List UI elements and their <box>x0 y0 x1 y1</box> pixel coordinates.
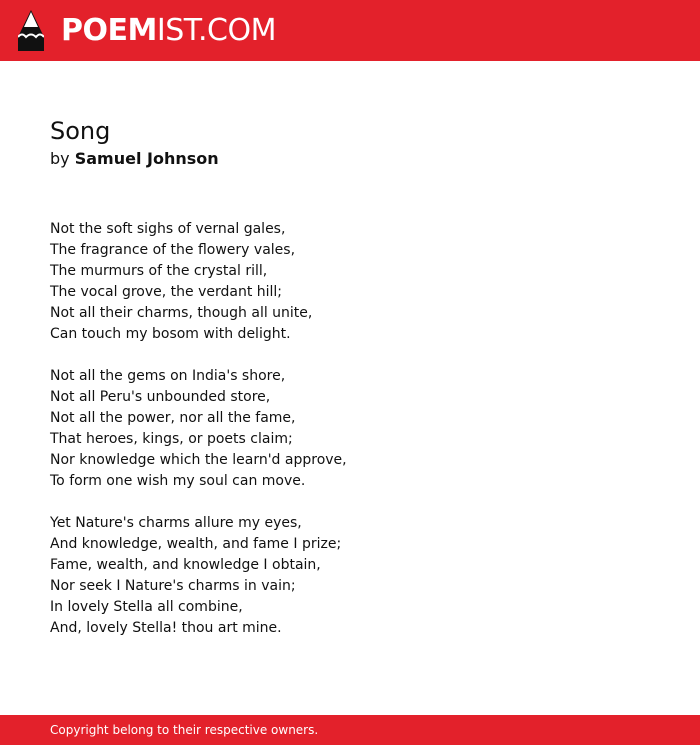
site-logo[interactable] <box>61 13 276 49</box>
author-name: Samuel Johnson <box>74 149 219 168</box>
site-header <box>0 0 700 61</box>
poem-line: And knowledge, wealth, and fame I prize; <box>50 536 342 552</box>
poem-line: The vocal grove, the verdant hill; <box>50 284 283 300</box>
by-label: by <box>50 149 70 168</box>
poem-line: The murmurs of the crystal rill, <box>50 263 268 279</box>
pencil-tip-icon[interactable] <box>18 10 44 51</box>
poem-line: Not the soft sighs of vernal gales, <box>50 221 286 237</box>
poem-line: The fragrance of the flowery vales, <box>50 242 296 258</box>
poem-line: Not all the power, nor all the fame, <box>50 410 296 426</box>
stanza <box>50 219 650 345</box>
poem-line: That heroes, kings, or poets claim; <box>50 431 293 447</box>
poem-line: Nor knowledge which the learn'd approve, <box>50 452 347 468</box>
logo-text-light: IST.COM <box>156 13 276 48</box>
poem-byline <box>50 148 219 170</box>
poem-title: Song <box>50 117 111 145</box>
stanza <box>50 513 650 639</box>
poem-line: In lovely Stella all combine, <box>50 599 243 615</box>
site-footer <box>0 715 700 745</box>
logo-text-bold: POEM <box>61 13 157 48</box>
poem-line: Fame, wealth, and knowledge I obtain, <box>50 557 321 573</box>
poem-line: Nor seek I Nature's charms in vain; <box>50 578 296 594</box>
stanza <box>50 366 650 492</box>
poem-line: Not all the gems on India's shore, <box>50 368 286 384</box>
poem-body <box>50 219 650 660</box>
poem-line: And, lovely Stella! thou art mine. <box>50 620 282 636</box>
copyright-text: Copyright belong to their respective owners. <box>50 723 319 737</box>
poem-line: Can touch my bosom with delight. <box>50 326 291 342</box>
poem-line: Yet Nature's charms allure my eyes, <box>50 515 302 531</box>
poem-line: Not all Peru's unbounded store, <box>50 389 271 405</box>
poem-line: To form one wish my soul can move. <box>50 473 306 489</box>
poem-line: Not all their charms, though all unite, <box>50 305 313 321</box>
